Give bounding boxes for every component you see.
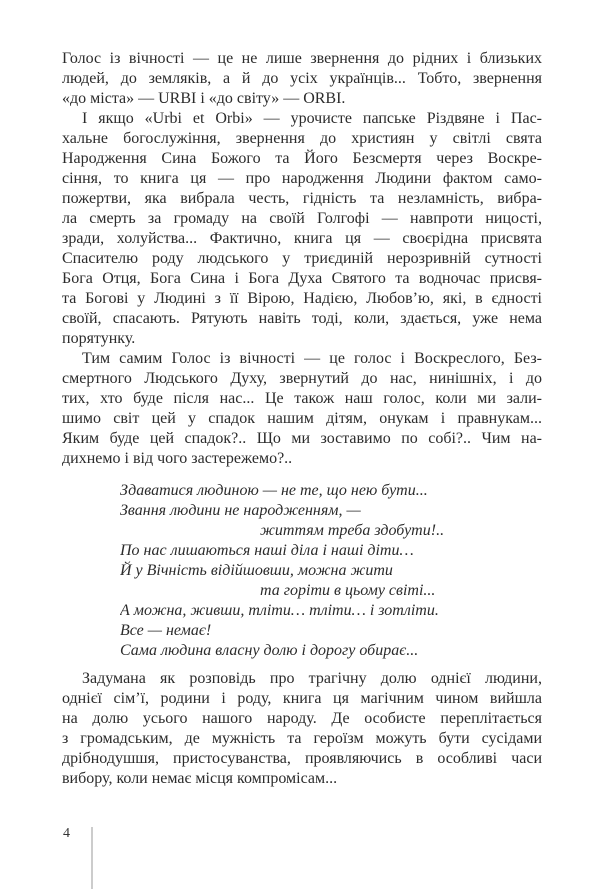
text-line: на долю усього нашого народу. Де особисте переплітається <box>62 710 542 727</box>
text-line: Народження Сина Божого та Його Безсмертя через Воскре- <box>62 150 542 167</box>
paragraph <box>62 669 542 789</box>
text-line: та Богові у Людині з її Вірою, Надією, Любов’ю, які, в єдності <box>62 290 542 307</box>
verse-line: Все — немає! <box>120 622 212 639</box>
verse-line: Сама людина власну долю і дорогу обирає... <box>120 642 419 659</box>
text-line: Спасителю роду людського у триєдиній нерозривній сутності <box>62 250 542 267</box>
verse-line: По нас лишаються наші діла і наші діти… <box>120 542 414 559</box>
text-line: людей, до земляків, а й до усіх українців... Тобто, звернення <box>62 70 542 87</box>
footer-rule <box>91 827 93 889</box>
paragraph <box>62 349 542 469</box>
verse-block <box>120 481 542 661</box>
text-line: вибору, коли немає місця компромісам... <box>62 770 338 787</box>
text-line: пожертви, яка вибрала честь, гідність та незламність, вибра- <box>62 190 542 207</box>
text-line: Бога Отця, Бога Сина і Бога Духа Святого та водночас присвя- <box>62 270 542 287</box>
verse-line: Звання людини не народженням, — <box>120 502 361 519</box>
text-line: дрібнодушшя, пристосуванства, проявляючись в особливі часи <box>62 750 542 767</box>
text-line: Задумана як розповідь про трагічну долю однієї людини, <box>82 670 542 687</box>
page-text <box>62 49 542 789</box>
text-line: дихнемо і від чого застережемо?.. <box>62 450 293 467</box>
text-line: Яким буде цей спадок?.. Що ми зоставимо по собі?.. Чим на- <box>62 430 542 447</box>
text-line: однієї сім’ї, родини і роду, книга ця магічним чином вийшла <box>62 690 542 707</box>
verse-line: А можна, живши, тліти… тліти… і зотліти. <box>120 602 439 619</box>
text-line: «до міста» — URBI і «до світу» — ORBI. <box>62 90 346 107</box>
text-line: Тим самим Голос із вічності — це голос і Воскреслого, Без- <box>82 350 542 367</box>
text-line: тих, хто буде після нас... Це також наш голос, коли ми зали- <box>62 390 542 407</box>
verse-line: та горіти в цьому світі... <box>260 582 436 599</box>
text-line: шимо світ цей у спадок нашим дітям, онукам і правнукам... <box>62 410 542 427</box>
verse-line: життям треба здобути!.. <box>260 522 445 539</box>
text-line: хальне богослужіння, звернення до християн у світлі свята <box>62 130 542 147</box>
verse-line: Здаватися людиною — не те, що нею бути... <box>120 482 428 499</box>
verse-line: Й у Вічність відійшовши, можна жити <box>120 562 393 579</box>
text-line: ла смерть за громаду на своїй Голгофі — навпроти ницості, <box>62 210 542 227</box>
text-line: сіння, то книга ця — про народження Людини фактом само- <box>62 170 542 187</box>
paragraph <box>62 109 542 349</box>
text-line: смертного Людського Духу, звернутий до нас, нинішніх, і до <box>62 370 542 387</box>
text-line: своїй, спасають. Рятують навіть тоді, коли, здається, уже нема <box>62 310 542 327</box>
page-number: 4 <box>63 826 70 841</box>
text-line: порятунку. <box>62 330 136 347</box>
text-line: зради, холуйства... Фактично, книга ця — своєрідна присвята <box>62 230 542 247</box>
paragraph <box>62 49 542 109</box>
text-line: з громадським, де мужність та героїзм можуть бути сусідами <box>62 730 542 747</box>
text-line: Голос із вічності — це не лише звернення до рідних і близьких <box>62 50 542 67</box>
text-line: І якщо «Urbi et Orbi» — урочисте папське Різдвяне і Пас- <box>82 110 542 127</box>
